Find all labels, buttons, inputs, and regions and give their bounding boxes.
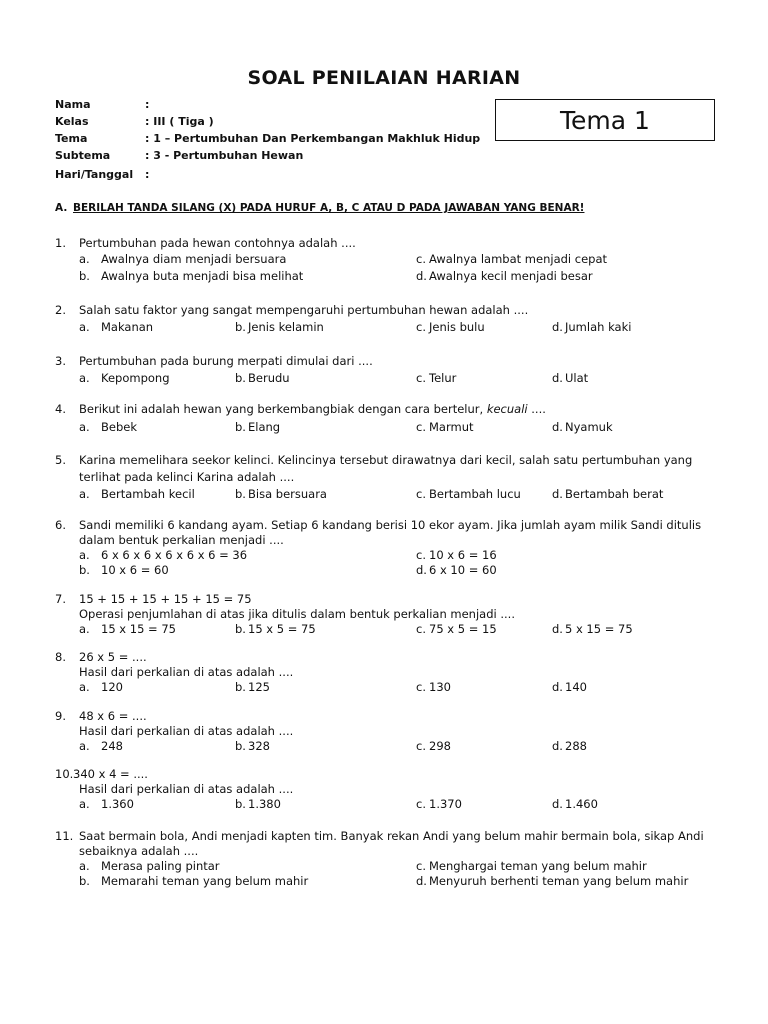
page-title: SOAL PENILAIAN HARIAN [247, 67, 521, 89]
question-number: 8. [55, 650, 66, 664]
option-text: Bertambah berat [565, 487, 664, 501]
field-value: : 3 - Pertumbuhan Hewan [145, 149, 304, 162]
option-text: Awalnya lambat menjadi cepat [429, 252, 608, 266]
option-text: Ulat [565, 371, 589, 385]
question-number: 2. [55, 303, 66, 317]
option-text: 1.360 [101, 797, 134, 811]
option-letter: b. [79, 269, 90, 283]
option-text: Marmut [429, 420, 474, 434]
stem-end: .... [527, 402, 546, 416]
field-label: Kelas [55, 115, 89, 128]
option-letter: d. [416, 874, 427, 888]
option-text: 328 [248, 739, 270, 753]
field-label: Tema [55, 132, 88, 145]
question-stem-2: Hasil dari perkalian di atas adalah .... [79, 665, 294, 679]
option-letter: d. [416, 563, 427, 577]
option-letter: b. [235, 420, 246, 434]
stem-main: Berikut ini adalah hewan yang berkembangbiak dengan cara bertelur, [79, 402, 487, 416]
field-value: : [145, 98, 150, 111]
option-letter: c. [416, 487, 426, 501]
option-letter: c. [416, 739, 426, 753]
option-letter: a. [79, 797, 90, 811]
question-number: 1. [55, 236, 66, 250]
option-text: Awalnya diam menjadi bersuara [101, 252, 287, 266]
question-stem [79, 402, 546, 416]
option-letter: b. [235, 487, 246, 501]
question-stem: 48 x 6 = .... [79, 709, 147, 723]
option-letter: c. [416, 859, 426, 873]
option-text: Jenis kelamin [248, 320, 324, 334]
option-letter: b. [79, 874, 90, 888]
option-text: 6 x 10 = 60 [429, 563, 497, 577]
question-stem: Salah satu faktor yang sangat mempengaruhi pertumbuhan hewan adalah .... [79, 303, 529, 317]
option-letter: d. [416, 269, 427, 283]
field-value: : III ( Tiga ) [145, 115, 214, 128]
option-text: Memarahi teman yang belum mahir [101, 874, 309, 888]
question-number: 6. [55, 518, 66, 532]
option-text: 1.370 [429, 797, 462, 811]
option-text: 130 [429, 680, 451, 694]
option-text: 248 [101, 739, 123, 753]
section-letter: A. [55, 202, 68, 214]
question-stem-2: Hasil dari perkalian di atas adalah .... [79, 782, 294, 796]
option-text: Kepompong [101, 371, 170, 385]
option-letter: a. [79, 680, 90, 694]
question-stem: Sandi memiliki 6 kandang ayam. Setiap 6 kandang berisi 10 ekor ayam. Jika jumlah ayam milik Sandi ditulis [79, 518, 702, 532]
option-letter: d. [552, 739, 563, 753]
option-letter: a. [79, 487, 90, 501]
question-stem: 15 + 15 + 15 + 15 + 15 = 75 [79, 592, 252, 606]
option-text: Elang [248, 420, 281, 434]
option-letter: a. [79, 739, 90, 753]
question-stem: Pertumbuhan pada burung merpati dimulai dari .... [79, 354, 373, 368]
option-letter: d. [552, 420, 563, 434]
option-letter: c. [416, 797, 426, 811]
option-text: Nyamuk [565, 420, 613, 434]
option-letter: b. [235, 797, 246, 811]
field-value: : 1 – Pertumbuhan Dan Perkembangan Makhluk Hidup [145, 132, 481, 145]
option-text: 15 x 15 = 75 [101, 622, 176, 636]
field-label: Hari/Tanggal [55, 168, 134, 181]
option-letter: d. [552, 797, 563, 811]
option-text: 1.380 [248, 797, 281, 811]
option-text: 5 x 15 = 75 [565, 622, 633, 636]
question-number: 11. [55, 829, 74, 843]
option-text: Awalnya buta menjadi bisa melihat [101, 269, 304, 283]
option-letter: a. [79, 420, 90, 434]
option-letter: c. [416, 420, 426, 434]
option-text: 140 [565, 680, 587, 694]
option-letter: b. [235, 320, 246, 334]
option-letter: d. [552, 320, 563, 334]
field-label: Subtema [55, 149, 111, 162]
option-letter: b. [235, 622, 246, 636]
option-text: 125 [248, 680, 270, 694]
option-letter: b. [235, 371, 246, 385]
option-letter: a. [79, 371, 90, 385]
question-number: 3. [55, 354, 66, 368]
option-text: Menyuruh berhenti teman yang belum mahir [429, 874, 689, 888]
question-stem-2: Hasil dari perkalian di atas adalah .... [79, 724, 294, 738]
option-letter: c. [416, 680, 426, 694]
question-stem: 340 x 4 = .... [73, 767, 148, 781]
option-text: 120 [101, 680, 123, 694]
option-text: Makanan [101, 320, 154, 334]
option-text: 1.460 [565, 797, 598, 811]
option-text: Merasa paling pintar [101, 859, 220, 873]
question-stem: Karina memelihara seekor kelinci. Kelincinya tersebut dirawatnya dari kecil, salah satu pertumbuhan yang [79, 453, 693, 467]
option-letter: a. [79, 859, 90, 873]
option-text: Menghargai teman yang belum mahir [429, 859, 647, 873]
option-letter: a. [79, 548, 90, 562]
option-text: Bebek [101, 420, 137, 434]
instruction-text: BERILAH TANDA SILANG (X) PADA HURUF A, B, C ATAU D PADA JAWABAN YANG BENAR! [73, 202, 585, 214]
option-letter: c. [416, 371, 426, 385]
question-stem: 26 x 5 = .... [79, 650, 147, 664]
option-letter: d. [552, 371, 563, 385]
option-letter: a. [79, 252, 90, 266]
stem-emphasis: kecuali [486, 402, 528, 416]
question-number: 5. [55, 453, 66, 467]
option-text: 10 x 6 = 16 [429, 548, 497, 562]
option-letter: b. [235, 680, 246, 694]
question-stem: Saat bermain bola, Andi menjadi kapten tim. Banyak rekan Andi yang belum mahir bermain bola, sikap Andi [79, 829, 704, 843]
option-text: 10 x 6 = 60 [101, 563, 169, 577]
question-stem-2: terlihat pada kelinci Karina adalah .... [79, 470, 295, 484]
option-text: 15 x 5 = 75 [248, 622, 316, 636]
question-stem-2: dalam bentuk perkalian menjadi .... [79, 533, 284, 547]
option-letter: d. [552, 622, 563, 636]
option-text: Jenis bulu [429, 320, 485, 334]
option-text: Berudu [248, 371, 290, 385]
option-letter: c. [416, 252, 426, 266]
tema-box: Tema 1 [495, 99, 715, 141]
option-text: Jumlah kaki [565, 320, 632, 334]
option-letter: c. [416, 622, 426, 636]
option-text: Bertambah kecil [101, 487, 195, 501]
question-number: 4. [55, 402, 66, 416]
option-letter: b. [79, 563, 90, 577]
question-number: 10. [55, 767, 74, 781]
question-number: 7. [55, 592, 66, 606]
option-letter: d. [552, 680, 563, 694]
option-text: 6 x 6 x 6 x 6 x 6 x 6 = 36 [101, 548, 248, 562]
option-text: Bisa bersuara [248, 487, 327, 501]
option-letter: a. [79, 622, 90, 636]
option-text: 298 [429, 739, 451, 753]
field-label: Nama [55, 98, 91, 111]
option-text: 75 x 5 = 15 [429, 622, 497, 636]
option-letter: d. [552, 487, 563, 501]
option-letter: c. [416, 320, 426, 334]
option-text: Awalnya kecil menjadi besar [429, 269, 593, 283]
question-stem: Pertumbuhan pada hewan contohnya adalah .... [79, 236, 356, 250]
question-stem-2: sebaiknya adalah .... [79, 844, 199, 858]
option-text: 288 [565, 739, 587, 753]
option-letter: a. [79, 320, 90, 334]
option-letter: c. [416, 548, 426, 562]
question-number: 9. [55, 709, 66, 723]
option-letter: b. [235, 739, 246, 753]
option-text: Telur [429, 371, 457, 385]
field-value: : [145, 168, 150, 181]
question-stem-2: Operasi penjumlahan di atas jika ditulis dalam bentuk perkalian menjadi .... [79, 607, 515, 621]
option-text: Bertambah lucu [429, 487, 521, 501]
section-instruction [55, 202, 585, 214]
